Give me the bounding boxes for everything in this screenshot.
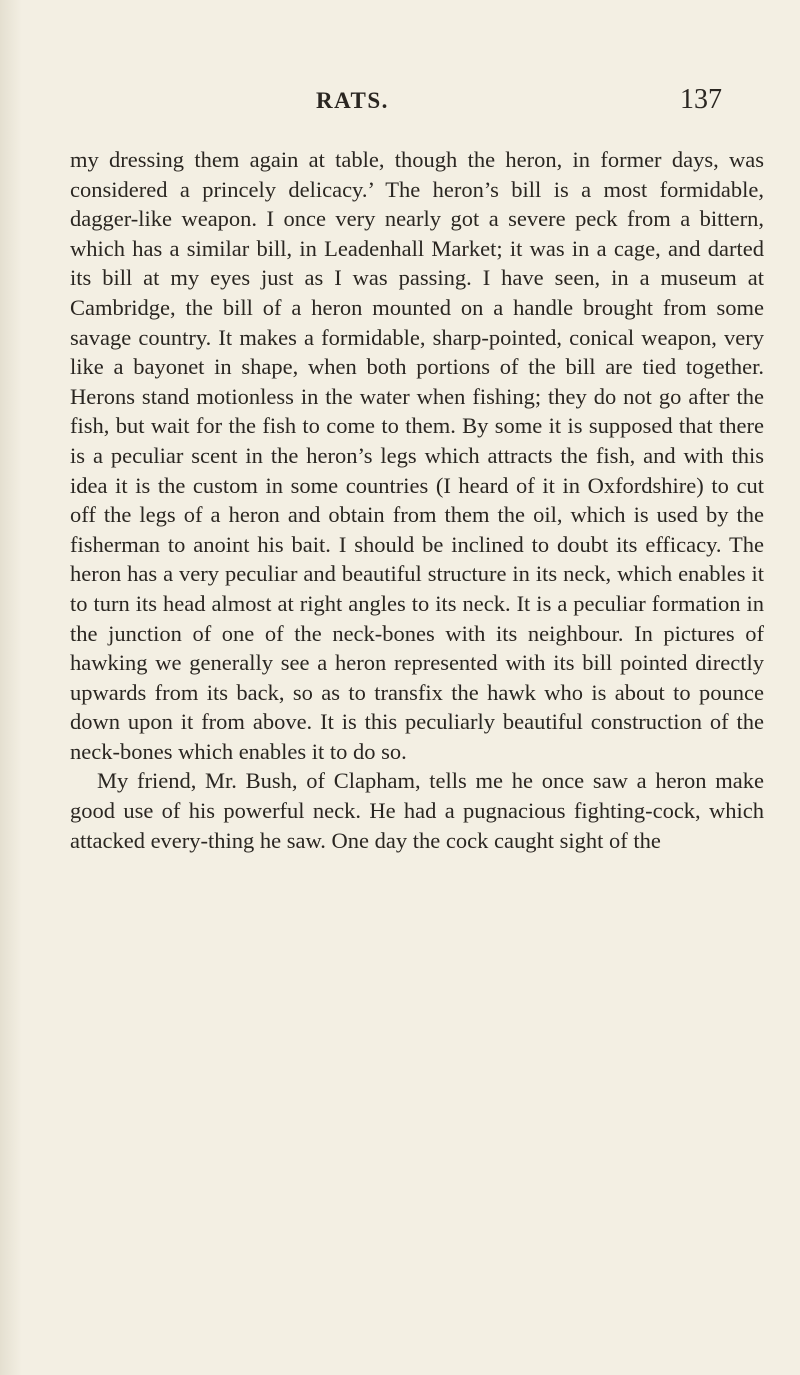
paragraph-1: my dressing them again at table, though the heron, in former days, was considered a princely delicacy.’ The heron’s bill is a most formidable, dagger-like weapon. I once very nearly got a severe peck from a bittern, which has a similar bill, in Leadenhall Market; it was in a cage, and darted its bill at my eyes just as I was passing. I have seen, in a museum at Cambridge, the bill of a heron mounted on a handle brought from some savage country. It makes a formidable, sharp-pointed, conical weapon, very like a bayonet in shape, when both portions of the bill are tied together. Herons stand motionless in the water when fishing; they do not go after the fish, but wait for the fish to come to them. By some it is supposed that there is a peculiar scent in the heron’s legs which attracts the fish, and with this idea it is the custom in some countries (I heard of it in Oxfordshire) to cut off the legs of a heron and obtain from them the oil, which is used by the fisherman to anoint his bait. I should be inclined to doubt its efficacy. The heron has a very peculiar and beautiful structure in its neck, which enables it to turn its head almost at right angles to its neck. It is a peculiar formation in the junction of one of the neck-bones with its neighbour. In pictures of hawking we generally see a heron represented with its bill pointed directly upwards from its back, so as to transfix the hawk who is about to pounce down upon it from above. It is this peculiarly beautiful construction of the neck-bones which enables it to do so. bbox=[70, 147, 764, 764]
page-edge-shadow bbox=[0, 0, 22, 1375]
running-head: RATS. bbox=[316, 88, 389, 113]
page-number: 137 bbox=[680, 84, 722, 115]
paragraph-2: My friend, Mr. Bush, of Clapham, tells me he once saw a heron make good use of his powerful neck. He had a pugnacious fighting-cock, which attacked every-thing he saw. One day the cock caught sight of the bbox=[70, 768, 764, 853]
body-text bbox=[70, 145, 764, 855]
